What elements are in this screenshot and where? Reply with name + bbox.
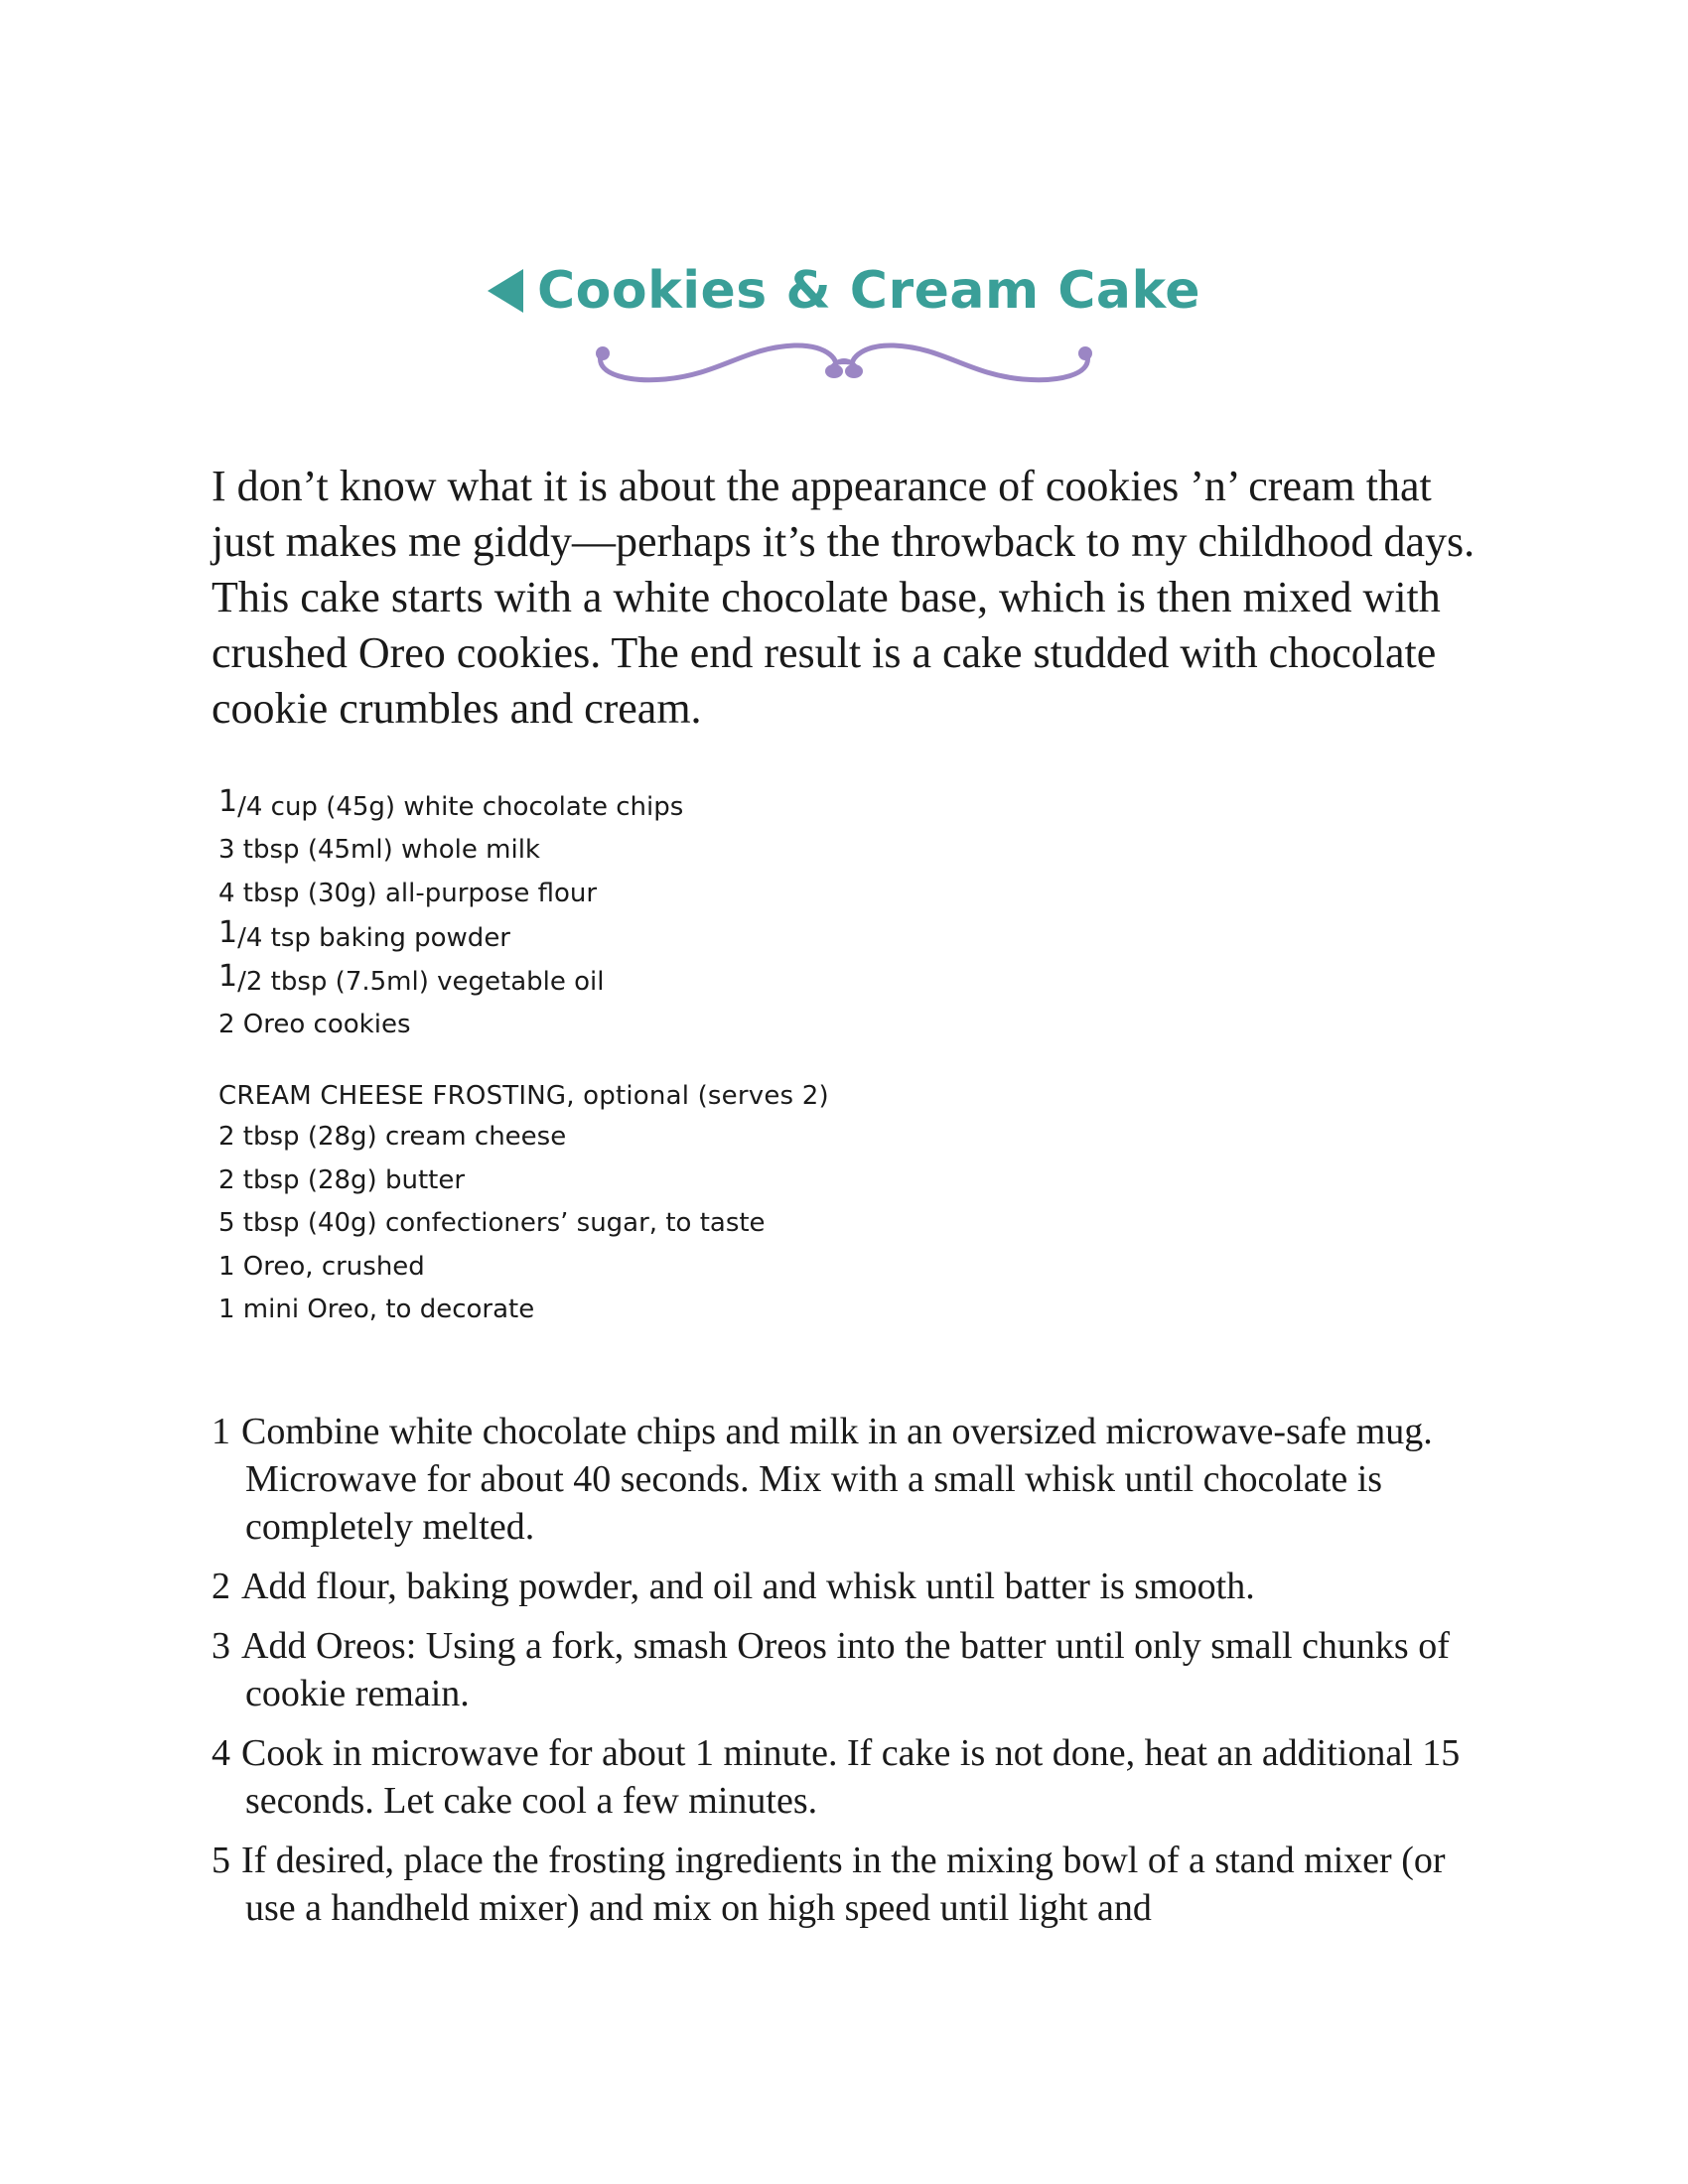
steps-list bbox=[211, 1408, 1502, 1944]
step-item bbox=[211, 1563, 1502, 1610]
step-text: If desired, place the frosting ingredients in the mixing bowl of a stand mixer (or use a handheld mixer) and mix on high speed until light and bbox=[241, 1840, 1446, 1929]
fraction-numerator: 1 bbox=[218, 959, 238, 994]
title-row bbox=[488, 256, 1200, 326]
ingredient-text: 2 Oreo cookies bbox=[218, 1010, 411, 1039]
ingredient-item bbox=[218, 828, 1112, 872]
ingredient-item bbox=[218, 784, 1112, 828]
step-text: Add flour, baking powder, and oil and whisk until batter is smooth. bbox=[241, 1566, 1255, 1607]
ingredient-item bbox=[218, 1003, 1112, 1046]
step-item bbox=[211, 1837, 1502, 1932]
frosting-item: 2 tbsp (28g) butter bbox=[218, 1164, 466, 1195]
step-number: 2 bbox=[211, 1566, 230, 1607]
step-text: Add Oreos: Using a fork, smash Oreos into the batter until only small chunks of cookie remain. bbox=[241, 1625, 1450, 1714]
ingredient-item bbox=[218, 915, 1112, 959]
ingredient-list bbox=[218, 784, 1112, 1046]
ingredient-text: /2 tbsp (7.5ml) vegetable oil bbox=[237, 967, 605, 997]
page-title: Cookies & Cream Cake bbox=[537, 261, 1200, 321]
step-item bbox=[211, 1729, 1502, 1825]
decorative-flourish bbox=[581, 328, 1107, 397]
ingredients-section bbox=[218, 784, 1112, 1332]
step-number: 5 bbox=[211, 1840, 230, 1881]
ingredient-text: /4 tsp baking powder bbox=[237, 923, 510, 953]
frosting-heading: CREAM CHEESE FROSTING, optional (serves 2) bbox=[218, 1081, 829, 1111]
ingredient-text: 3 tbsp (45ml) whole milk bbox=[218, 835, 540, 865]
step-text: Cook in microwave for about 1 minute. If cake is not done, heat an additional 15 seconds. Let cake cool a few minutes. bbox=[241, 1732, 1461, 1822]
fraction-numerator: 1 bbox=[218, 784, 238, 819]
ingredient-text: /4 cup (45g) white chocolate chips bbox=[237, 792, 684, 822]
step-item bbox=[211, 1408, 1502, 1551]
left-arrow-icon bbox=[488, 269, 523, 313]
step-number: 4 bbox=[211, 1732, 230, 1774]
frosting-list bbox=[218, 1116, 1112, 1332]
frosting-item: 5 tbsp (40g) confectioners’ sugar, to taste bbox=[218, 1208, 766, 1238]
ingredient-item bbox=[218, 959, 1112, 1003]
frosting-item: 1 Oreo, crushed bbox=[218, 1251, 425, 1282]
step-item bbox=[211, 1622, 1502, 1717]
step-number: 1 bbox=[211, 1411, 230, 1452]
intro-paragraph: I don’t know what it is about the appearance of cookies ’n’ cream that just makes me giddy—perhaps it’s the throwback to my childhood days. This cake starts with a white chocolate base, which is then mixed with crushed Oreo cookies. The end result is a cake studded with chocolate cookie crumbles and cream. bbox=[211, 462, 1476, 733]
step-number: 3 bbox=[211, 1625, 230, 1667]
title-block bbox=[0, 256, 1688, 326]
ingredient-text: 4 tbsp (30g) all-purpose flour bbox=[218, 879, 598, 908]
ingredient-item bbox=[218, 872, 1112, 915]
step-text: Combine white chocolate chips and milk in an oversized microwave-safe mug. Microwave for about 40 seconds. Mix with a small whisk until chocolate is completely melted. bbox=[241, 1411, 1433, 1548]
frosting-item: 2 tbsp (28g) cream cheese bbox=[218, 1122, 567, 1152]
fraction-numerator: 1 bbox=[218, 915, 238, 950]
frosting-item: 1 mini Oreo, to decorate bbox=[218, 1295, 535, 1324]
